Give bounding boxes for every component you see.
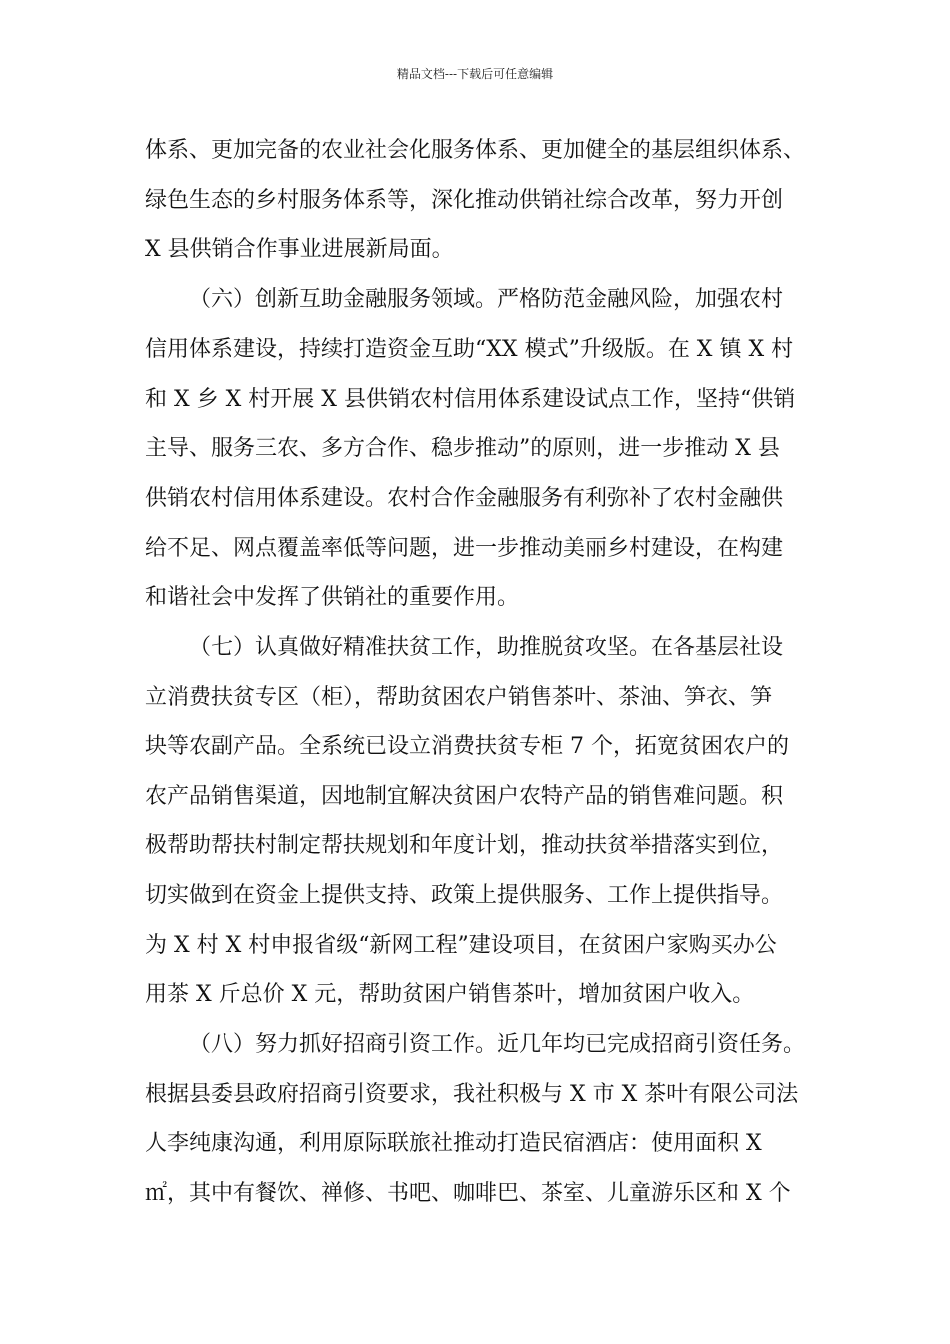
body-line: 人李纯康沟通，利用原际联旅社推动打造民宿酒店：使用面积 X [145, 1131, 762, 1156]
body-line: 块等农副产品。全系统已设立消费扶贫专柜 7 个，拓宽贫困农户的 [145, 734, 789, 759]
page-header: 精品文档---下载后可任意编辑 [396, 67, 554, 81]
body-line: 绿色生态的乡村服务体系等，深化推动供销社综合改革，努力开创 [145, 188, 784, 213]
paragraph-start-7: （七）认真做好精准扶贫工作，助推脱贫攻坚。在各基层社设 [189, 635, 784, 660]
body-line: 用茶 X 斤总价 X 元，帮助贫困户销售茶叶，增加贫困户收入。 [145, 982, 755, 1007]
paragraph-start-6: （六）创新互助金融服务领域。严格防范金融风险，加强农村 [189, 287, 784, 312]
body-line: 体系、更加完备的农业社会化服务体系、更加健全的基层组织体系、 [145, 138, 806, 163]
body-line: 切实做到在资金上提供支持、政策上提供服务、工作上提供指导。 [145, 883, 784, 908]
body-line: X 县供销合作事业进展新局面。 [145, 237, 454, 262]
body-line: 主导、服务三农、多方合作、稳步推动”的原则，进一步推动 X 县 [145, 436, 780, 461]
body-line: 根据县委县政府招商引资要求，我社积极与 X 市 X 茶叶有限公司法 [145, 1082, 799, 1107]
body-line: 信用体系建设，持续打造资金互助“XX 模式”升级版。在 X 镇 X 村 [145, 337, 794, 362]
body-line: 和 X 乡 X 村开展 X 县供销农村信用体系建设试点工作，坚持“供销 [145, 387, 796, 412]
body-line: 立消费扶贫专区（柜），帮助贫困农户销售茶叶、茶油、笋衣、笋 [145, 685, 773, 710]
body-line: 和谐社会中发挥了供销社的重要作用。 [145, 585, 520, 610]
body-line: 农产品销售渠道，因地制宜解决贫困户农特产品的销售难问题。积 [145, 784, 784, 809]
body-line: ㎡，其中有餐饮、禅修、书吧、咖啡巴、茶室、儿童游乐区和 X 个 [145, 1181, 791, 1206]
body-line: 供销农村信用体系建设。农村合作金融服务有利弥补了农村金融供 [145, 486, 784, 511]
body-line: 为 X 村 X 村申报省级“新网工程”建设项目，在贫困户家购买办公 [145, 933, 777, 958]
body-line: 极帮助帮扶村制定帮扶规划和年度计划，推动扶贫举措落实到位， [145, 833, 784, 858]
body-line: 给不足、网点覆盖率低等问题，进一步推动美丽乡村建设，在构建 [145, 536, 784, 561]
paragraph-start-8: （八）努力抓好招商引资工作。近几年均已完成招商引资任务。 [189, 1032, 806, 1057]
